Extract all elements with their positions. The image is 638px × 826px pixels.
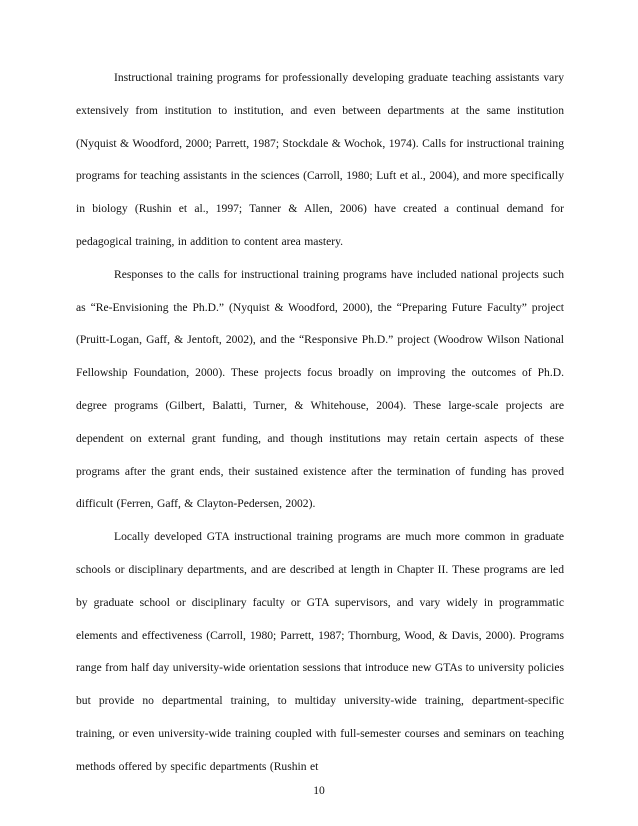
paragraph-1: Instructional training programs for professionally developing graduate teaching assistants vary extensively from institution to institution, and even between departments at the same institution (Nyquist & Woodford, 2000; Parrett, 1987; Stockdale & Wochok, 1974). Calls for instructional training programs for teaching assistants in the sciences (Carroll, 1980; Luft et al., 2004), and more specifically in biology (Rushin et al., 1997; Tanner & Allen, 2006) have created a continual demand for pedagogical training, in addition to content area mastery. — [76, 71, 564, 248]
body-text — [76, 62, 564, 784]
paragraph-2: Responses to the calls for instructional training programs have included national projects such as “Re-Envisioning the Ph.D.” (Nyquist & Woodford, 2000), the “Preparing Future Faculty” project (Pruitt-Logan, Gaff, & Jentoft, 2002), and the “Responsive Ph.D.” project (Woodrow Wilson National Fellowship Foundation, 2000). These projects focus broadly on improving the outcomes of Ph.D. degree programs (Gilbert, Balatti, Turner, & Whitehouse, 2004). These large-scale projects are dependent on external grant funding, and though institutions may retain certain aspects of these programs after the grant ends, their sustained existence after the termination of funding has proved difficult (Ferren, Gaff, & Clayton-Pedersen, 2002). — [76, 267, 564, 511]
paragraph-3: Locally developed GTA instructional training programs are much more common in graduate schools or disciplinary departments, and are described at length in Chapter II. These programs are led by graduate school or disciplinary faculty or GTA supervisors, and vary widely in programmatic elements and effectiveness (Carroll, 1980; Parrett, 1987; Thornburg, Wood, & Davis, 2000). Programs range from half day university-wide orientation sessions that introduce new GTAs to university policies but provide no departmental training, to multiday university-wide training, department-specific training, or even university-wide training coupled with full-semester courses and seminars on teaching methods offered by specific departments (Rushin et — [76, 530, 564, 773]
page-number: 10 — [313, 784, 325, 797]
